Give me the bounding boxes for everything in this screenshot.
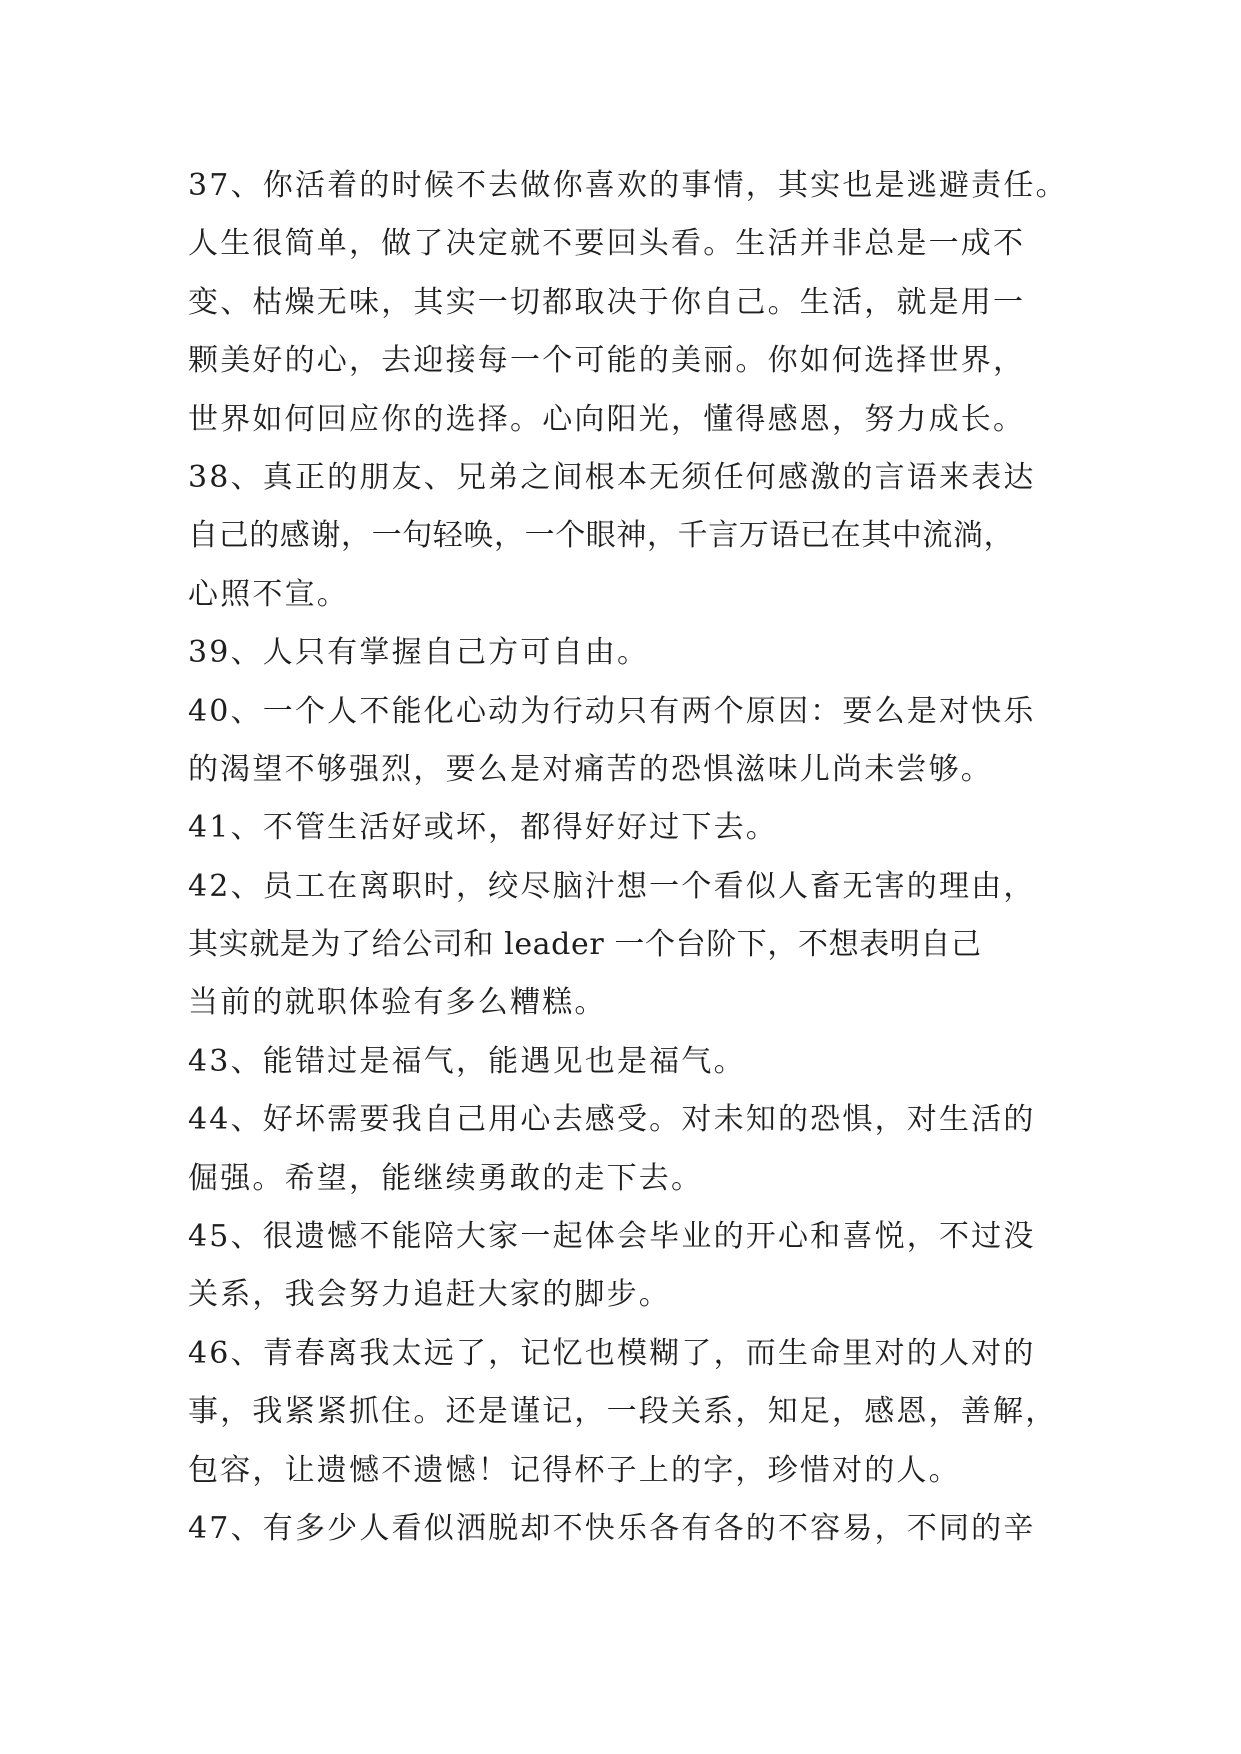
- text-line: 包容，让遗憾不遗憾！记得杯子上的字，珍惜对的人。: [188, 1452, 961, 1488]
- text-line: 45、很遗憾不能陪大家一起体会毕业的开心和喜悦，不过没: [188, 1219, 1036, 1255]
- document-body: [188, 157, 1068, 1558]
- text-line: 47、有多少人看似洒脱却不快乐各有各的不容易，不同的辛: [188, 1510, 1036, 1546]
- text-line: 的渴望不够强烈，要么是对痛苦的恐惧滋味儿尚未尝够。: [188, 751, 993, 787]
- text-line: 43、能错过是福气，能遇见也是福气。: [188, 1043, 746, 1079]
- text-line: 关系，我会努力追赶大家的脚步。: [188, 1277, 671, 1313]
- text-line: 自己的感谢，一句轻唤，一个眼神，千言万语已在其中流淌，: [188, 518, 1015, 554]
- text-line: 41、不管生活好或坏，都得好好过下去。: [188, 810, 778, 846]
- text-line: 其实就是为了给公司和 leader 一个台阶下，不想表明自己: [188, 927, 982, 963]
- text-line: 变、枯燥无味，其实一切都取决于你自己。生活，就是用一: [188, 284, 1026, 320]
- text-line: 人生很简单，做了决定就不要回头看。生活并非总是一成不: [188, 226, 1026, 262]
- text-line: 46、青春离我太远了，记忆也模糊了，而生命里对的人对的: [188, 1335, 1036, 1371]
- text-line: 39、人只有掌握自己方可自由。: [188, 635, 650, 671]
- text-line: 倔强。希望，能继续勇敢的走下去。: [188, 1160, 704, 1196]
- text-line: 事，我紧紧抓住。还是谨记，一段关系，知足，感恩，善解，: [188, 1394, 1058, 1430]
- text-line: 世界如何回应你的选择。心向阳光，懂得感恩，努力成长。: [188, 401, 1026, 437]
- text-line: 心照不宣。: [188, 576, 349, 612]
- text-line: 38、真正的朋友、兄弟之间根本无须任何感激的言语来表达: [188, 459, 1036, 495]
- text-line: 40、一个人不能化心动为行动只有两个原因：要么是对快乐: [188, 693, 1036, 729]
- text-line: 44、好坏需要我自己用心去感受。对未知的恐惧，对生活的: [188, 1102, 1036, 1138]
- text-line: 42、员工在离职时，绞尽脑汁想一个看似人畜无害的理由，: [188, 868, 1036, 904]
- text-line: 颗美好的心，去迎接每一个可能的美丽。你如何选择世界，: [188, 343, 1026, 379]
- text-line: 37、你活着的时候不去做你喜欢的事情，其实也是逃避责任。: [188, 168, 1068, 203]
- text-line: 当前的就职体验有多么糟糕。: [188, 985, 607, 1021]
